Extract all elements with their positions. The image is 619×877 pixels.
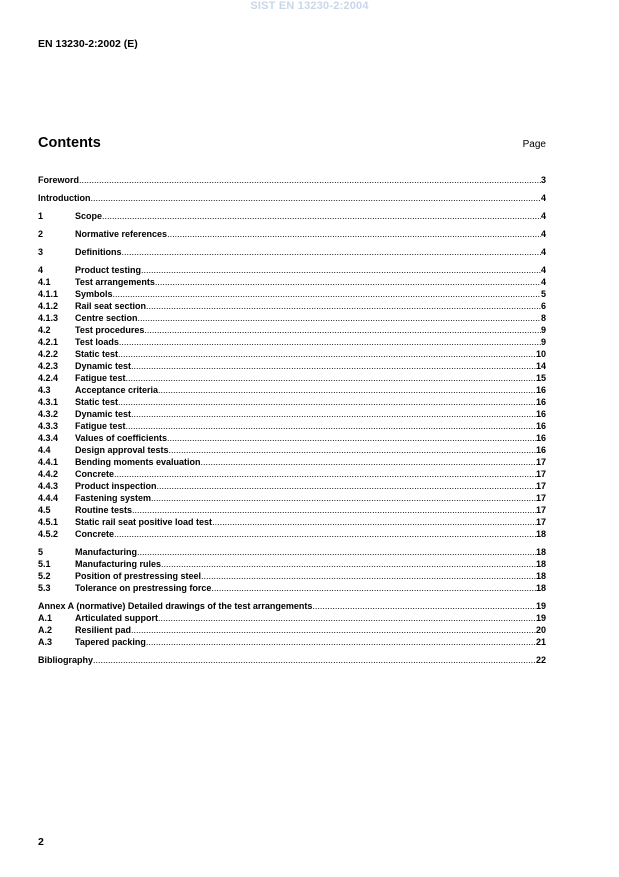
toc-entry-title: Fatigue test: [75, 421, 126, 431]
toc-entry[interactable]: [38, 384, 546, 396]
toc-entry-title: Manufacturing rules: [75, 559, 162, 569]
toc-entry-number: 4.4.3: [38, 481, 59, 491]
toc-entry[interactable]: [38, 336, 546, 348]
toc-entry-page: 18: [535, 583, 546, 593]
page-column-label: Page: [522, 139, 546, 150]
toc-entry[interactable]: [38, 624, 546, 636]
toc-entry-title: Design approval tests: [75, 445, 169, 455]
toc-entry-page: 4: [540, 265, 546, 275]
toc-entry-page: 17: [535, 481, 546, 491]
toc-entry-number: 4.3: [38, 385, 51, 395]
toc-entry[interactable]: [38, 468, 546, 480]
toc-entry-number: 4.3.2: [38, 409, 59, 419]
toc-entry-page: 4: [540, 277, 546, 287]
toc-leader-dots: [138, 312, 541, 324]
toc-entry-page: 8: [540, 313, 546, 323]
toc-leader-dots: [158, 384, 536, 396]
toc-entry[interactable]: [38, 444, 546, 456]
toc-leader-dots: [113, 288, 541, 300]
toc-entry-title: Product testing: [75, 265, 142, 275]
toc-entry-page: 20: [535, 625, 546, 635]
toc-entry-title: Acceptance criteria: [75, 385, 159, 395]
toc-entry[interactable]: [38, 570, 546, 582]
toc-entry[interactable]: [38, 492, 546, 504]
toc-entry-number: 4.3.4: [38, 433, 59, 443]
toc-entry-page: 19: [535, 613, 546, 623]
toc-entry-title: Scope: [75, 211, 103, 221]
toc-entry[interactable]: [38, 288, 546, 300]
toc-leader-dots: [131, 360, 536, 372]
toc-entry-number: 5: [38, 547, 44, 557]
toc-entry-title: Normative references: [75, 229, 168, 239]
toc-entry[interactable]: [38, 276, 546, 288]
toc-entry[interactable]: [38, 246, 546, 258]
toc-entry-number: 4.1: [38, 277, 51, 287]
toc-entry-title: Tolerance on prestressing force: [75, 583, 212, 593]
toc-entry-page: 16: [535, 433, 546, 443]
toc-entry-number: 4: [38, 265, 44, 275]
toc-entry[interactable]: [38, 636, 546, 648]
toc-entry-title: Rail seat section: [75, 301, 147, 311]
page-number: 2: [38, 836, 44, 848]
toc-entry-number: 4.2.2: [38, 349, 59, 359]
toc-entry-page: 4: [540, 247, 546, 257]
toc-entry[interactable]: [38, 480, 546, 492]
toc-entry-title: Test loads: [75, 337, 119, 347]
toc-leader-dots: [144, 324, 541, 336]
toc-leader-dots: [118, 396, 536, 408]
toc-entry-number: 4.1.2: [38, 301, 59, 311]
toc-leader-dots: [169, 444, 536, 456]
toc-entry-title: Static rail seat positive load test: [75, 517, 213, 527]
toc-entry-page: 18: [535, 559, 546, 569]
toc-entry-page: 9: [540, 337, 546, 347]
toc-entry-page: 4: [540, 229, 546, 239]
toc-entry[interactable]: [38, 558, 546, 570]
toc-entry-number: A.3: [38, 637, 53, 647]
toc-entry-title: Position of prestressing steel: [75, 571, 202, 581]
toc-entry-page: 18: [535, 547, 546, 557]
toc-entry[interactable]: [38, 504, 546, 516]
toc-entry-page: 18: [535, 529, 546, 539]
toc-entry-title: Resilient pad: [75, 625, 132, 635]
toc-entry[interactable]: [38, 360, 546, 372]
toc-entry-title: Annex A (normative) Detailed drawings of the test arrangements: [38, 601, 313, 611]
toc-entry-title: Articulated support: [75, 613, 159, 623]
toc-entry[interactable]: [38, 264, 546, 276]
toc-entry[interactable]: [38, 654, 546, 666]
toc-entry-page: 4: [540, 211, 546, 221]
toc-leader-dots: [118, 348, 536, 360]
toc-entry-page: 10: [535, 349, 546, 359]
toc-entry[interactable]: [38, 228, 546, 240]
toc-entry-page: 6: [540, 301, 546, 311]
toc-entry[interactable]: [38, 396, 546, 408]
toc-entry-title: Dynamic test: [75, 409, 132, 419]
toc-entry-title: Dynamic test: [75, 361, 132, 371]
toc-entry-page: 18: [535, 571, 546, 581]
toc-entry-number: 4.5.2: [38, 529, 59, 539]
toc-entry-number: A.2: [38, 625, 53, 635]
toc-leader-dots: [161, 558, 536, 570]
toc-entry-number: 1: [38, 211, 44, 221]
toc-entry-page: 3: [540, 175, 546, 185]
toc-entry-number: 4.2.3: [38, 361, 59, 371]
toc-entry-title: Test procedures: [75, 325, 145, 335]
toc-entry-number: 4.2.1: [38, 337, 59, 347]
toc-entry[interactable]: [38, 432, 546, 444]
toc-entry-title: Fatigue test: [75, 373, 126, 383]
toc-entry-number: 4.2.4: [38, 373, 59, 383]
toc-entry-title: Bending moments evaluation: [75, 457, 201, 467]
toc-entry-page: 16: [535, 421, 546, 431]
toc-entry-page: 17: [535, 505, 546, 515]
toc-leader-dots: [201, 456, 536, 468]
toc-entry-page: 4: [540, 193, 546, 203]
toc-entry-title: Concrete: [75, 469, 115, 479]
toc-entry[interactable]: [38, 372, 546, 384]
toc-leader-dots: [155, 276, 541, 288]
toc-entry-title: Fastening system: [75, 493, 152, 503]
toc-entry[interactable]: [38, 348, 546, 360]
toc-entry[interactable]: [38, 516, 546, 528]
toc-entry-title: Static test: [75, 397, 119, 407]
toc-entry-page: 19: [535, 601, 546, 611]
toc-entry[interactable]: [38, 210, 546, 222]
toc-leader-dots: [211, 582, 536, 594]
toc-entry-number: 4.3.3: [38, 421, 59, 431]
toc-entry-page: 16: [535, 385, 546, 395]
toc-leader-dots: [114, 468, 536, 480]
toc-entry-number: 3: [38, 247, 44, 257]
contents-heading: Contents: [38, 135, 101, 151]
toc-entry-title: Introduction: [38, 193, 91, 203]
toc-entry-page: 21: [535, 637, 546, 647]
toc-entry[interactable]: [38, 546, 546, 558]
toc-leader-dots: [167, 228, 541, 240]
toc-entry[interactable]: [38, 300, 546, 312]
toc-entry-number: 5.3: [38, 583, 51, 593]
toc-entry-number: 5.2: [38, 571, 51, 581]
toc-entry[interactable]: [38, 456, 546, 468]
toc-entry-number: 4.3.1: [38, 397, 59, 407]
toc-entry-title: Foreword: [38, 175, 80, 185]
toc-entry-number: 4.4.4: [38, 493, 59, 503]
toc-entry-number: 4.2: [38, 325, 51, 335]
watermark: SIST EN 13230-2:2004: [250, 0, 369, 12]
toc-entry[interactable]: [38, 408, 546, 420]
toc-entry[interactable]: [38, 174, 546, 186]
toc-leader-dots: [201, 570, 536, 582]
toc-entry-page: 16: [535, 445, 546, 455]
toc-leader-dots: [114, 528, 536, 540]
toc-entry-number: 4.1.3: [38, 313, 59, 323]
toc-leader-dots: [146, 300, 541, 312]
toc-leader-dots: [157, 480, 536, 492]
toc-entry-page: 15: [535, 373, 546, 383]
toc-entry-page: 17: [535, 457, 546, 467]
toc-entry-number: 4.5: [38, 505, 51, 515]
toc-leader-dots: [151, 492, 536, 504]
toc-leader-dots: [141, 264, 541, 276]
toc-entry-page: 14: [535, 361, 546, 371]
toc-leader-dots: [126, 420, 536, 432]
toc-entry-title: Test arrangements: [75, 277, 155, 287]
toc-entry-page: 16: [535, 409, 546, 419]
toc-entry-number: 2: [38, 229, 44, 239]
toc-entry-title: Definitions: [75, 247, 122, 257]
toc-leader-dots: [79, 174, 541, 186]
toc-entry-number: 5.1: [38, 559, 51, 569]
toc-entry-page: 17: [535, 517, 546, 527]
toc-leader-dots: [122, 246, 541, 258]
toc-leader-dots: [102, 210, 541, 222]
toc-leader-dots: [91, 192, 541, 204]
toc-entry-number: 4.1.1: [38, 289, 59, 299]
toc-entry[interactable]: [38, 612, 546, 624]
toc-entry-number: 4.4.2: [38, 469, 59, 479]
toc-leader-dots: [137, 546, 536, 558]
toc-leader-dots: [212, 516, 536, 528]
toc-entry[interactable]: [38, 582, 546, 594]
toc-entry-page: 9: [540, 325, 546, 335]
toc-leader-dots: [126, 372, 536, 384]
toc-entry-title: Symbols: [75, 289, 113, 299]
toc-entry-number: 4.4.1: [38, 457, 59, 467]
toc-entry-page: 5: [540, 289, 546, 299]
toc-entry[interactable]: [38, 324, 546, 336]
toc-entry-title: Concrete: [75, 529, 115, 539]
toc-entry-title: Static test: [75, 349, 119, 359]
toc-entry-page: 17: [535, 493, 546, 503]
toc-entry-title: Tapered packing: [75, 637, 146, 647]
toc-leader-dots: [93, 654, 536, 666]
toc-entry-number: A.1: [38, 613, 53, 623]
toc-entry[interactable]: [38, 600, 546, 612]
toc-entry-title: Product inspection: [75, 481, 157, 491]
toc-entry-page: 17: [535, 469, 546, 479]
toc-entry[interactable]: [38, 192, 546, 204]
document-identifier: EN 13230-2:2002 (E): [38, 38, 138, 50]
toc-leader-dots: [146, 636, 536, 648]
toc-leader-dots: [131, 408, 536, 420]
table-of-contents: [38, 174, 546, 666]
toc-entry-title: Values of coefficients: [75, 433, 168, 443]
toc-entry-title: Bibliography: [38, 655, 94, 665]
toc-leader-dots: [131, 624, 536, 636]
toc-entry-number: 4.5.1: [38, 517, 59, 527]
toc-entry-title: Manufacturing: [75, 547, 137, 557]
toc-entry[interactable]: [38, 420, 546, 432]
toc-entry-page: 16: [535, 397, 546, 407]
toc-entry-title: Centre section: [75, 313, 138, 323]
toc-leader-dots: [158, 612, 536, 624]
toc-leader-dots: [312, 600, 536, 612]
toc-entry-title: Routine tests: [75, 505, 133, 515]
toc-entry-page: 22: [535, 655, 546, 665]
toc-leader-dots: [167, 432, 536, 444]
toc-entry[interactable]: [38, 312, 546, 324]
toc-entry-number: 4.4: [38, 445, 51, 455]
toc-leader-dots: [119, 336, 541, 348]
toc-leader-dots: [132, 504, 536, 516]
toc-entry[interactable]: [38, 528, 546, 540]
